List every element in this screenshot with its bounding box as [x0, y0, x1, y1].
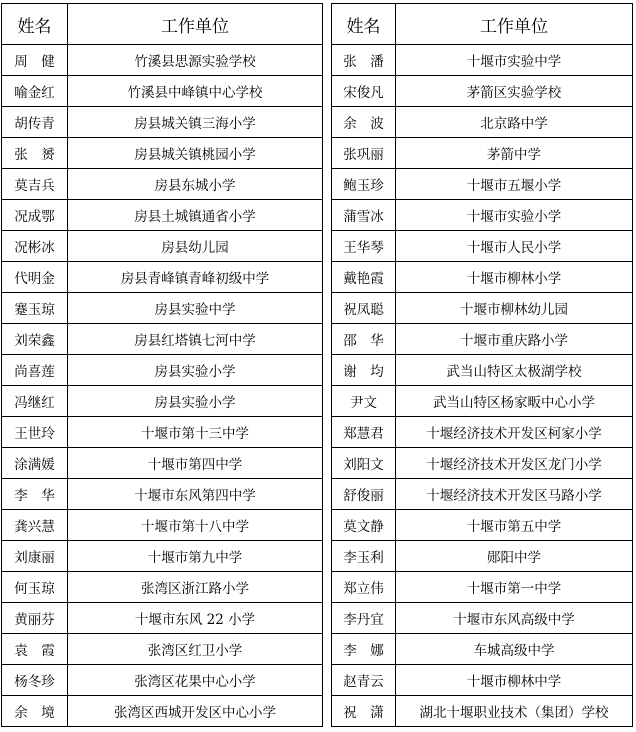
table-row	[2, 169, 633, 200]
header-name-left: 姓名	[2, 4, 68, 45]
unit-cell-left: 张湾区西城开发区中心小学	[68, 696, 323, 727]
unit-cell-left: 竹溪县中峰镇中心学校	[68, 76, 323, 107]
name-cell-left: 冯继红	[2, 386, 68, 417]
column-separator	[323, 386, 332, 417]
name-cell-left: 代明金	[2, 262, 68, 293]
unit-cell-right: 十堰市柳林幼儿园	[396, 293, 633, 324]
name-cell-left: 蹇玉琼	[2, 293, 68, 324]
unit-cell-right: 十堰市柳林小学	[396, 262, 633, 293]
unit-cell-right: 十堰市第五中学	[396, 510, 633, 541]
column-separator	[323, 634, 332, 665]
table-row	[2, 293, 633, 324]
name-cell-right: 戴艳霞	[332, 262, 396, 293]
name-cell-right: 鲍玉珍	[332, 169, 396, 200]
name-cell-left: 刘荣鑫	[2, 324, 68, 355]
unit-cell-right: 十堰经济技术开发区马路小学	[396, 479, 633, 510]
name-cell-right: 郑慧君	[332, 417, 396, 448]
unit-cell-left: 房县实验中学	[68, 293, 323, 324]
unit-cell-left: 十堰市东风 22 小学	[68, 603, 323, 634]
unit-cell-right: 十堰市实验小学	[396, 200, 633, 231]
name-cell-left: 龚兴慧	[2, 510, 68, 541]
column-separator	[323, 696, 332, 727]
column-separator	[323, 355, 332, 386]
table-row	[2, 262, 633, 293]
name-cell-right: 余 波	[332, 107, 396, 138]
name-cell-right: 尹文	[332, 386, 396, 417]
table-row	[2, 107, 633, 138]
column-separator	[323, 417, 332, 448]
table-row	[2, 355, 633, 386]
column-separator	[323, 479, 332, 510]
unit-cell-left: 房县东城小学	[68, 169, 323, 200]
unit-cell-right: 十堰市重庆路小学	[396, 324, 633, 355]
name-cell-left: 杨冬珍	[2, 665, 68, 696]
column-separator	[323, 138, 332, 169]
unit-cell-right: 十堰经济技术开发区柯家小学	[396, 417, 633, 448]
unit-cell-right: 十堰市柳林中学	[396, 665, 633, 696]
table-row	[2, 417, 633, 448]
name-cell-left: 余 境	[2, 696, 68, 727]
table-row	[2, 76, 633, 107]
unit-cell-right: 十堰市人民小学	[396, 231, 633, 262]
name-cell-left: 刘康丽	[2, 541, 68, 572]
table-row	[2, 541, 633, 572]
name-cell-right: 莫文静	[332, 510, 396, 541]
unit-cell-right: 十堰市东风高级中学	[396, 603, 633, 634]
column-separator	[323, 324, 332, 355]
unit-cell-left: 张湾区浙江路小学	[68, 572, 323, 603]
column-separator	[323, 448, 332, 479]
table-row	[2, 510, 633, 541]
unit-cell-left: 十堰市第九中学	[68, 541, 323, 572]
column-separator	[323, 541, 332, 572]
unit-cell-right: 北京路中学	[396, 107, 633, 138]
name-cell-left: 袁 霞	[2, 634, 68, 665]
table-row	[2, 386, 633, 417]
column-separator	[323, 107, 332, 138]
name-cell-left: 王世玲	[2, 417, 68, 448]
table-row	[2, 138, 633, 169]
unit-cell-right: 武当山特区杨家畈中心小学	[396, 386, 633, 417]
header-unit-right: 工作单位	[396, 4, 633, 45]
unit-cell-left: 十堰市第十八中学	[68, 510, 323, 541]
column-separator	[323, 510, 332, 541]
table-row	[2, 696, 633, 727]
column-separator	[323, 169, 332, 200]
unit-cell-left: 十堰市第十三中学	[68, 417, 323, 448]
name-cell-right: 张 潘	[332, 45, 396, 76]
unit-cell-right: 车城高级中学	[396, 634, 633, 665]
column-separator	[323, 603, 332, 634]
name-cell-right: 李玉利	[332, 541, 396, 572]
unit-cell-left: 竹溪县思源实验学校	[68, 45, 323, 76]
unit-cell-right: 郧阳中学	[396, 541, 633, 572]
name-cell-left: 何玉琼	[2, 572, 68, 603]
unit-cell-right: 十堰市五堰小学	[396, 169, 633, 200]
unit-cell-left: 房县青峰镇青峰初级中学	[68, 262, 323, 293]
name-cell-right: 宋俊凡	[332, 76, 396, 107]
name-cell-right: 蒲雪冰	[332, 200, 396, 231]
name-cell-right: 李丹宜	[332, 603, 396, 634]
name-cell-right: 王华琴	[332, 231, 396, 262]
name-cell-right: 祝 潇	[332, 696, 396, 727]
unit-cell-right: 武当山特区太极湖学校	[396, 355, 633, 386]
column-separator	[323, 76, 332, 107]
name-cell-right: 邵 华	[332, 324, 396, 355]
name-cell-left: 李 华	[2, 479, 68, 510]
name-cell-right: 李 娜	[332, 634, 396, 665]
unit-cell-left: 房县城关镇桃园小学	[68, 138, 323, 169]
unit-cell-right: 茅箭中学	[396, 138, 633, 169]
column-separator	[323, 665, 332, 696]
name-cell-left: 黄丽芬	[2, 603, 68, 634]
column-separator	[323, 200, 332, 231]
table-row	[2, 572, 633, 603]
column-separator	[323, 4, 332, 45]
unit-cell-left: 房县城关镇三海小学	[68, 107, 323, 138]
unit-cell-left: 房县土城镇通省小学	[68, 200, 323, 231]
column-separator	[323, 262, 332, 293]
name-cell-left: 周 健	[2, 45, 68, 76]
unit-cell-right: 湖北十堰职业技术（集团）学校	[396, 696, 633, 727]
name-cell-left: 胡传青	[2, 107, 68, 138]
header-row	[2, 4, 633, 45]
table-row	[2, 634, 633, 665]
name-cell-right: 张巩丽	[332, 138, 396, 169]
name-cell-right: 刘阳文	[332, 448, 396, 479]
table-row	[2, 231, 633, 262]
unit-cell-left: 房县红塔镇七河中学	[68, 324, 323, 355]
table-row	[2, 45, 633, 76]
unit-cell-right: 十堰经济技术开发区龙门小学	[396, 448, 633, 479]
unit-cell-left: 十堰市东风第四中学	[68, 479, 323, 510]
table-row	[2, 324, 633, 355]
unit-cell-left: 房县实验小学	[68, 386, 323, 417]
column-separator	[323, 293, 332, 324]
name-cell-left: 喻金红	[2, 76, 68, 107]
name-cell-right: 谢 均	[332, 355, 396, 386]
name-cell-right: 赵青云	[332, 665, 396, 696]
name-cell-right: 郑立伟	[332, 572, 396, 603]
table-row	[2, 448, 633, 479]
column-separator	[323, 572, 332, 603]
name-cell-left: 张 赟	[2, 138, 68, 169]
unit-cell-left: 房县幼儿园	[68, 231, 323, 262]
unit-cell-right: 茅箭区实验学校	[396, 76, 633, 107]
name-cell-left: 尚喜莲	[2, 355, 68, 386]
table-row	[2, 479, 633, 510]
table-row	[2, 200, 633, 231]
header-unit-left: 工作单位	[68, 4, 323, 45]
column-separator	[323, 45, 332, 76]
roster-table	[1, 3, 633, 727]
unit-cell-right: 十堰市第一中学	[396, 572, 633, 603]
name-cell-left: 莫吉兵	[2, 169, 68, 200]
name-cell-left: 涂满媛	[2, 448, 68, 479]
name-cell-right: 舒俊丽	[332, 479, 396, 510]
name-cell-left: 况成鄂	[2, 200, 68, 231]
column-separator	[323, 231, 332, 262]
name-cell-left: 况彬冰	[2, 231, 68, 262]
table-row	[2, 665, 633, 696]
name-cell-right: 祝凤聪	[332, 293, 396, 324]
unit-cell-left: 张湾区红卫小学	[68, 634, 323, 665]
unit-cell-left: 十堰市第四中学	[68, 448, 323, 479]
table-row	[2, 603, 633, 634]
unit-cell-left: 房县实验小学	[68, 355, 323, 386]
unit-cell-right: 十堰市实验中学	[396, 45, 633, 76]
header-name-right: 姓名	[332, 4, 396, 45]
unit-cell-left: 张湾区花果中心小学	[68, 665, 323, 696]
